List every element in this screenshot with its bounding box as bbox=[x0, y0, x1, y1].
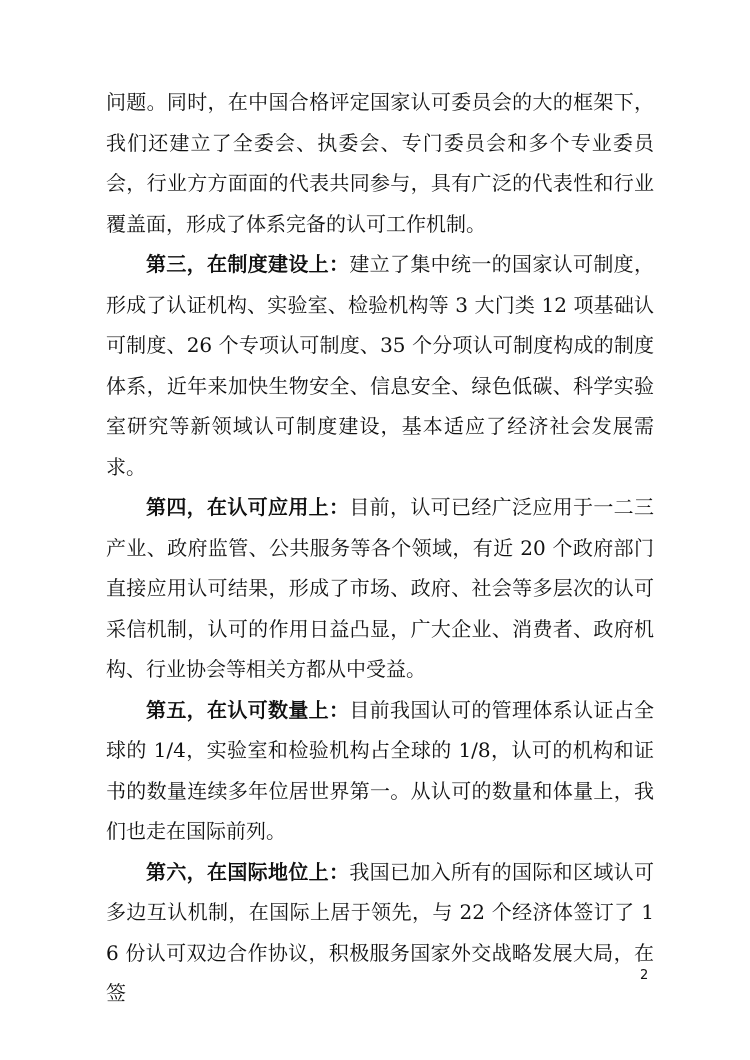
paragraph-lead: 第三，在制度建设上： bbox=[146, 252, 350, 276]
paragraph-lead: 第六，在国际地位上： bbox=[146, 859, 350, 884]
paragraph-4 bbox=[106, 690, 654, 852]
paragraph-text: 目前我国认可的管理体系认证占全球的 1/4，实验室和检验机构占全球的 1/8，认可的机构和证书的数量连续多年位居世界第一。从认可的数量和体量上，我们也走在国际前列。 bbox=[106, 697, 655, 843]
paragraph-1 bbox=[106, 82, 654, 244]
paragraph-3 bbox=[106, 487, 654, 690]
paragraph-2 bbox=[106, 244, 654, 487]
paragraph-text: 我国已加入所有的国际和区域认可多边互认机制，在国际上居于领先，与 22 个经济体签订了 16 份认可双边合作协议，积极服务国家外交战略发展大局，在签 bbox=[106, 859, 655, 1005]
paragraph-5 bbox=[106, 852, 654, 1014]
page-number: 2 bbox=[640, 968, 649, 983]
paragraph-text: 目前，认可已经广泛应用于一二三产业、政府监管、公共服务等各个领域，有近 20 个政府部门直接应用认可结果，形成了市场、政府、社会等多层次的认可采信机制，认可的作用日益凸显，广大企业、消费者、政府机构、行业协会等相关方都从中受益。 bbox=[106, 495, 655, 681]
paragraph-text: 建立了集中统一的国家认可制度，形成了认证机构、实验室、检验机构等 3 大门类 12 项基础认可制度、26 个专项认可制度、35 个分项认可制度构成的制度体系，近年来加快生物安全、信息安全、绿色低碳、科学实验室研究等新领域认可制度建设，基本适应了经济社会发展需求。 bbox=[106, 252, 655, 479]
paragraph-lead: 第四，在认可应用上： bbox=[146, 495, 350, 519]
paragraph-lead: 第五，在认可数量上： bbox=[146, 697, 350, 722]
paragraph-text: 问题。同时，在中国合格评定国家认可委员会的大的框架下，我们还建立了全委会、执委会、专门委员会和多个专业委员会，行业方方面面的代表共同参与，具有广泛的代表性和行业覆盖面，形成了体系完备的认可工作机制。 bbox=[106, 90, 654, 236]
body-text bbox=[106, 82, 654, 1014]
